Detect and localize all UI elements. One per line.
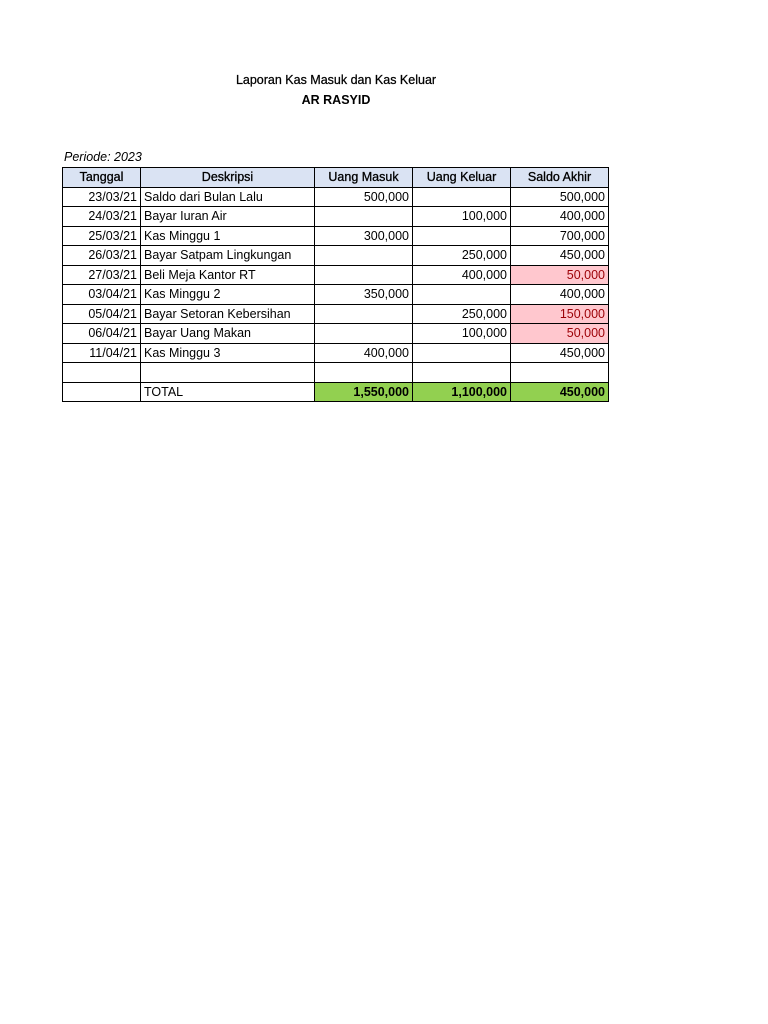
table-row — [63, 187, 609, 207]
table-row — [63, 246, 609, 266]
empty-cell — [63, 363, 141, 383]
cell-date: 05/04/21 — [63, 304, 141, 324]
table-row — [63, 285, 609, 305]
total-uang-masuk: 1,550,000 — [315, 382, 413, 402]
cell-saldo-akhir: 500,000 — [511, 187, 609, 207]
table-row — [63, 226, 609, 246]
cell-uang-masuk — [315, 324, 413, 344]
cell-date: 24/03/21 — [63, 207, 141, 227]
cell-uang-masuk — [315, 207, 413, 227]
column-header-tanggal: Tanggal — [63, 168, 141, 188]
table-row — [63, 324, 609, 344]
column-header-deskripsi: Deskripsi — [141, 168, 315, 188]
cell-date: 26/03/21 — [63, 246, 141, 266]
cell-date: 03/04/21 — [63, 285, 141, 305]
cell-saldo-akhir: 450,000 — [511, 343, 609, 363]
cell-saldo-akhir: 50,000 — [511, 324, 609, 344]
cell-uang-masuk: 400,000 — [315, 343, 413, 363]
cell-saldo-akhir: 700,000 — [511, 226, 609, 246]
column-header-uang-keluar: Uang Keluar — [413, 168, 511, 188]
cell-uang-keluar — [413, 226, 511, 246]
cell-uang-masuk: 350,000 — [315, 285, 413, 305]
cell-description: Bayar Setoran Kebersihan — [141, 304, 315, 324]
cell-uang-masuk — [315, 304, 413, 324]
report-header — [140, 70, 532, 110]
empty-cell — [511, 363, 609, 383]
cell-uang-keluar — [413, 343, 511, 363]
cell-date: 25/03/21 — [63, 226, 141, 246]
cell-description: Bayar Iuran Air — [141, 207, 315, 227]
cell-uang-keluar: 100,000 — [413, 207, 511, 227]
cell-saldo-akhir: 400,000 — [511, 285, 609, 305]
cell-date: 27/03/21 — [63, 265, 141, 285]
empty-cell — [315, 363, 413, 383]
cell-uang-masuk — [315, 246, 413, 266]
report-subtitle: AR RASYID — [301, 93, 371, 107]
cell-description: Kas Minggu 3 — [141, 343, 315, 363]
cell-description: Bayar Satpam Lingkungan — [141, 246, 315, 266]
total-row — [63, 382, 609, 402]
table-row — [63, 207, 609, 227]
column-header-uang-masuk: Uang Masuk — [315, 168, 413, 188]
cell-saldo-akhir: 400,000 — [511, 207, 609, 227]
cell-uang-keluar: 250,000 — [413, 246, 511, 266]
cell-date: 11/04/21 — [63, 343, 141, 363]
cell-description: Kas Minggu 2 — [141, 285, 315, 305]
table-header-row — [63, 168, 609, 188]
cash-report-table — [62, 167, 609, 402]
empty-cell — [141, 363, 315, 383]
cell-uang-keluar — [413, 187, 511, 207]
column-header-saldo-akhir: Saldo Akhir — [511, 168, 609, 188]
table-row — [63, 265, 609, 285]
total-uang-keluar: 1,100,000 — [413, 382, 511, 402]
cell-description: Bayar Uang Makan — [141, 324, 315, 344]
cell-description: Saldo dari Bulan Lalu — [141, 187, 315, 207]
cell-uang-masuk — [315, 265, 413, 285]
cell-saldo-akhir: 150,000 — [511, 304, 609, 324]
cell-saldo-akhir: 50,000 — [511, 265, 609, 285]
cell-description: Kas Minggu 1 — [141, 226, 315, 246]
empty-cell — [413, 363, 511, 383]
cell-uang-keluar: 400,000 — [413, 265, 511, 285]
cell-description: Beli Meja Kantor RT — [141, 265, 315, 285]
cell-uang-masuk: 300,000 — [315, 226, 413, 246]
cell-uang-keluar: 100,000 — [413, 324, 511, 344]
total-label: TOTAL — [141, 382, 315, 402]
cell-date: 06/04/21 — [63, 324, 141, 344]
cell-uang-masuk: 500,000 — [315, 187, 413, 207]
empty-row — [63, 363, 609, 383]
table-row — [63, 343, 609, 363]
cell-uang-keluar — [413, 285, 511, 305]
periode-label: Periode: 2023 — [64, 150, 142, 164]
cell-date: 23/03/21 — [63, 187, 141, 207]
total-empty-cell — [63, 382, 141, 402]
cell-saldo-akhir: 450,000 — [511, 246, 609, 266]
table-row — [63, 304, 609, 324]
report-title: Laporan Kas Masuk dan Kas Keluar — [235, 73, 437, 87]
total-saldo-akhir: 450,000 — [511, 382, 609, 402]
cell-uang-keluar: 250,000 — [413, 304, 511, 324]
